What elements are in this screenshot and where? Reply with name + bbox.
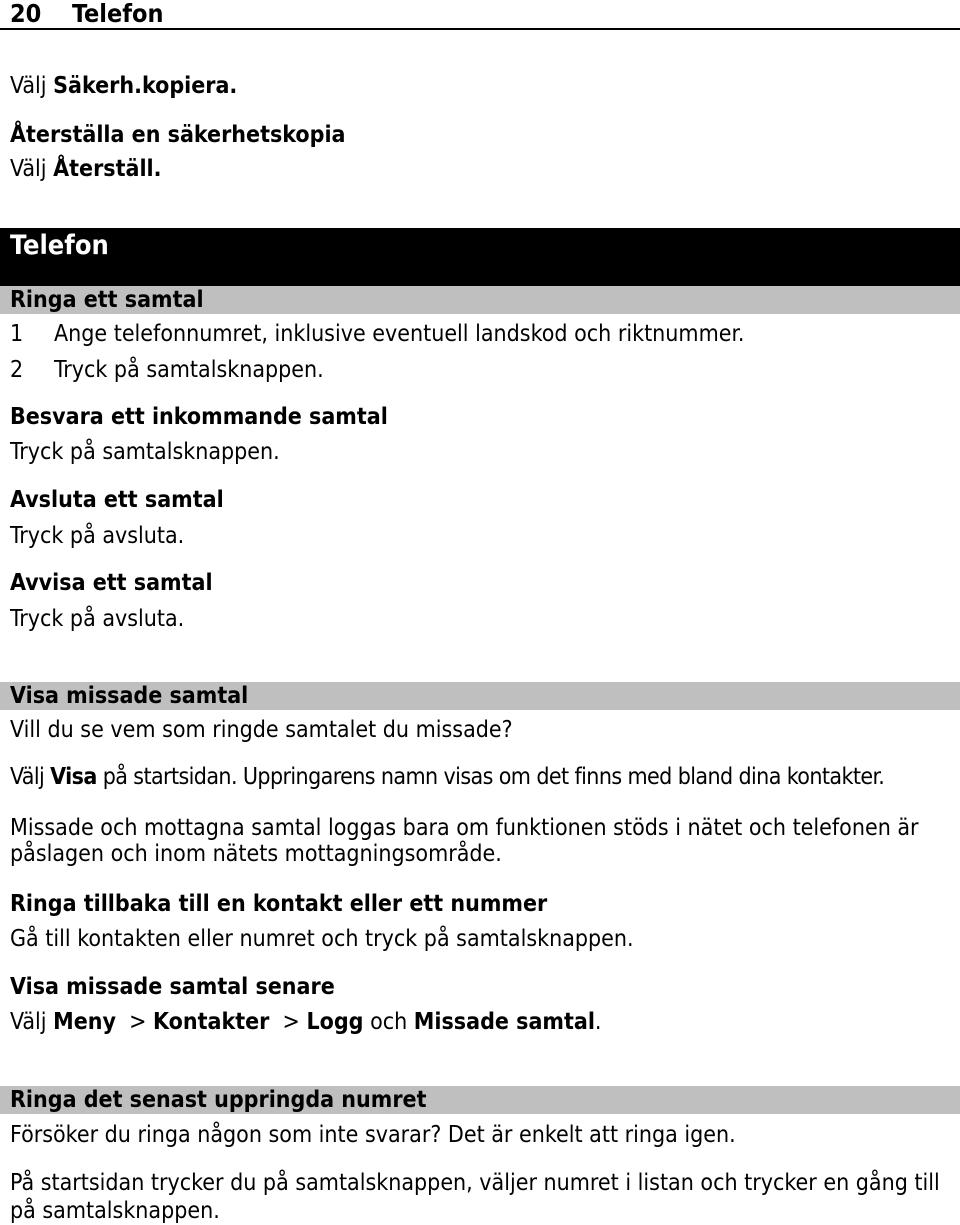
answer-heading: Besvara ett inkommande samtal (10, 404, 388, 430)
call-heading: Ringa ett samtal (10, 287, 204, 313)
reject-text: Tryck på avsluta. (10, 606, 185, 632)
backup-instruction (10, 72, 237, 100)
later-heading: Visa missade samtal senare (10, 974, 335, 1000)
step-text: Ange telefonnumret, inklusive eventuell landskod och riktnummer. (54, 321, 745, 347)
page-number: 20 (10, 0, 42, 28)
visa-menu-term: Visa (50, 764, 97, 790)
step-number: 1 (10, 321, 24, 347)
missed-instruction (10, 763, 884, 791)
log-term: Logg (306, 1009, 364, 1035)
callback-heading: Ringa tillbaka till en kontakt eller ett nummer (10, 891, 548, 917)
redial-heading: Ringa det senast uppringda numret (10, 1087, 427, 1113)
step-number: 2 (10, 357, 24, 383)
end-text: Tryck på avsluta. (10, 523, 185, 549)
path-separator: > (122, 1009, 154, 1035)
contacts-term: Kontakter (153, 1009, 270, 1035)
call-heading-bar (0, 286, 960, 314)
menu-term: Meny (53, 1009, 116, 1035)
page-header-title: Telefon (72, 0, 164, 28)
select-prefix: Välj (10, 73, 47, 99)
redial-heading-bar (0, 1086, 960, 1114)
missed-heading: Visa missade samtal (10, 683, 249, 709)
later-instruction (10, 1008, 602, 1036)
and-word: och (370, 1009, 408, 1035)
step-text: Tryck på samtalsknappen. (54, 357, 324, 383)
end-heading: Avsluta ett samtal (10, 487, 224, 513)
header-divider (0, 28, 960, 30)
missed-heading-bar (0, 682, 960, 710)
redial-text: På startsidan trycker du på samtalsknappen, väljer numret i listan och trycker en gång till på samtalsknappen. (10, 1170, 940, 1224)
missed-note: Missade och mottagna samtal loggas bara om funktionen stöds i nätet och telefonen är påslagen och inom nätets mottagningsområde. (10, 815, 919, 867)
section-title-bar (0, 228, 960, 286)
select-prefix: Välj (10, 156, 47, 182)
missed-instruction-rest: på startsidan. Uppringarens namn visas om det finns med bland dina kontakter. (102, 764, 885, 790)
section-title: Telefon (10, 230, 109, 261)
path-separator: > (275, 1009, 307, 1035)
answer-text: Tryck på samtalsknappen. (10, 439, 280, 465)
call-step-2 (10, 356, 324, 384)
restore-menu-term: Återställ. (53, 156, 162, 182)
restore-instruction (10, 155, 162, 183)
backup-menu-term: Säkerh.kopiera. (53, 73, 238, 99)
select-prefix: Välj (10, 1009, 47, 1035)
sentence-end: . (594, 1009, 602, 1035)
callback-text: Gå till kontakten eller numret och tryck på samtalsknappen. (10, 926, 634, 952)
reject-heading: Avvisa ett samtal (10, 570, 213, 596)
missed-intro: Vill du se vem som ringde samtalet du missade? (10, 717, 513, 743)
restore-heading: Återställa en säkerhetskopia (10, 122, 346, 148)
redial-intro: Försöker du ringa någon som inte svarar? Det är enkelt att ringa igen. (10, 1122, 736, 1148)
missed-calls-term: Missade samtal (413, 1009, 595, 1035)
select-prefix: Välj (10, 764, 45, 790)
call-step-1 (10, 320, 745, 348)
